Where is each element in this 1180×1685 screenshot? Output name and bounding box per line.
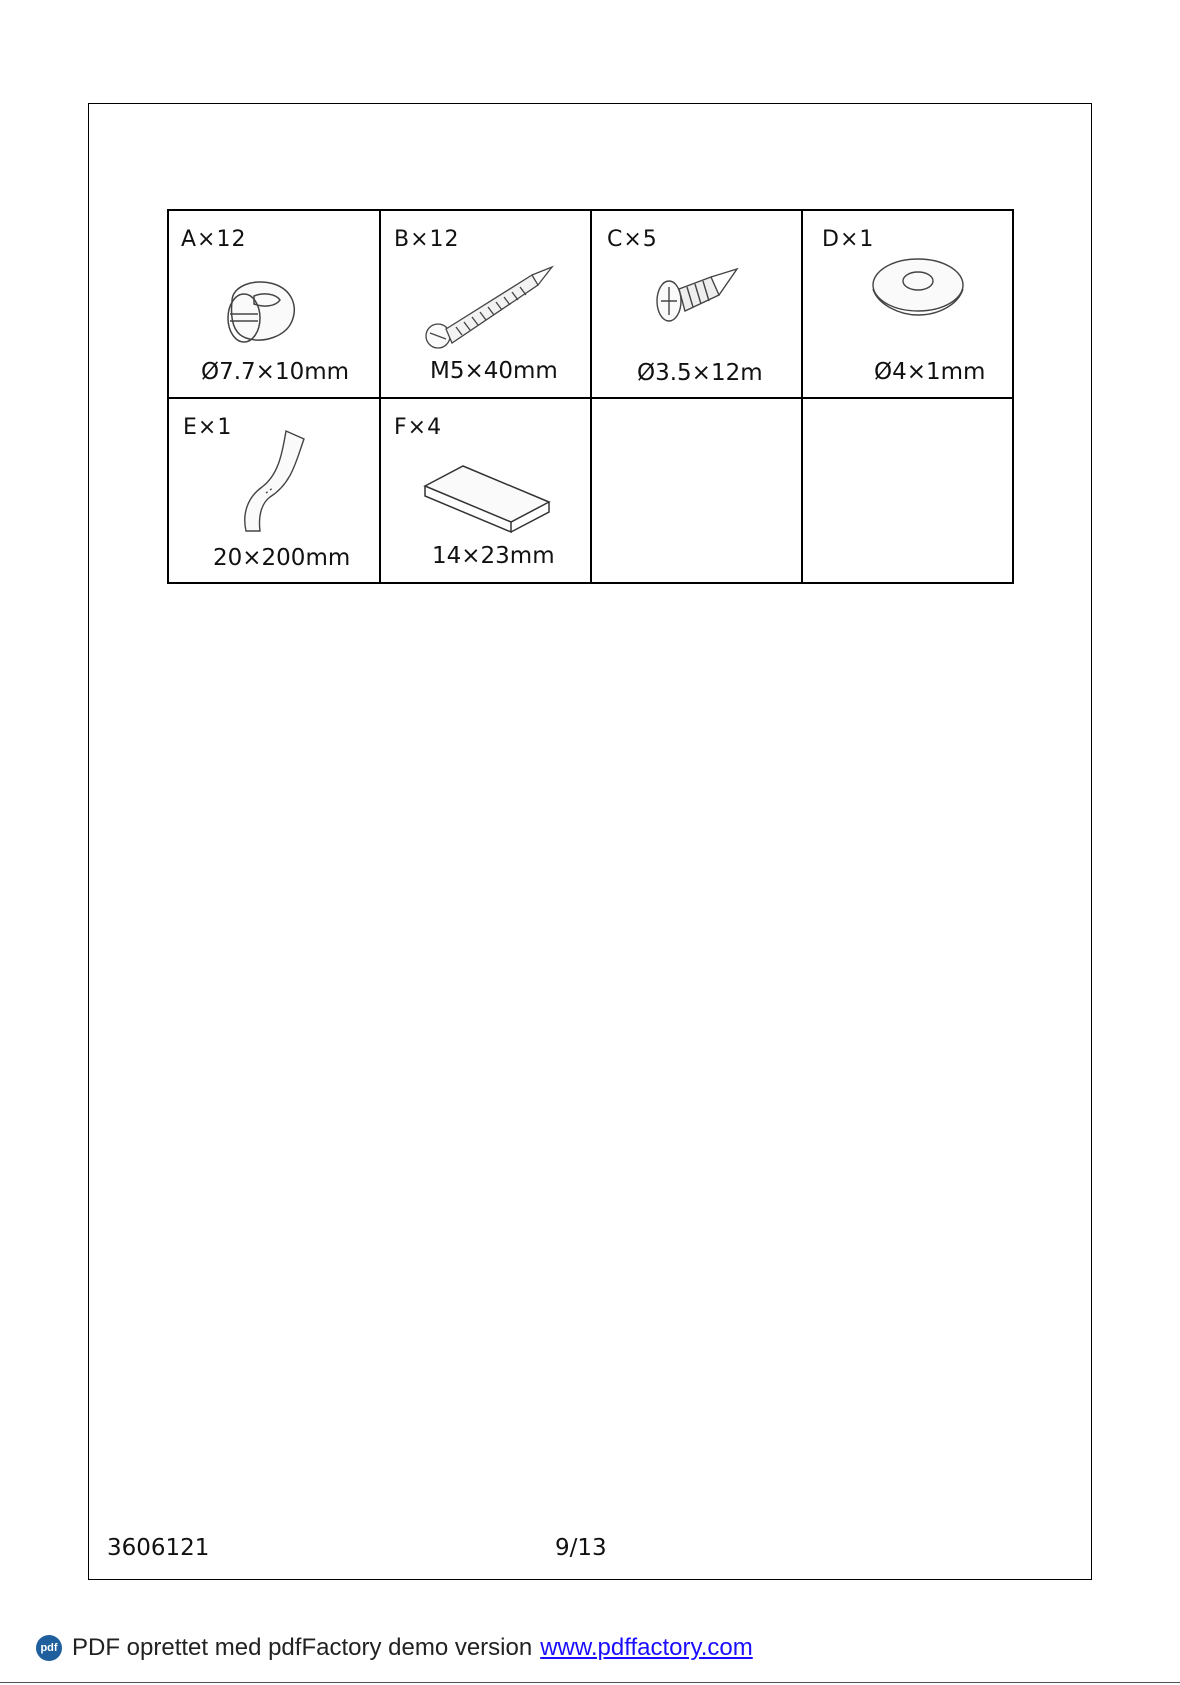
product-code: 3606121 bbox=[107, 1535, 210, 1561]
divider bbox=[0, 1682, 1180, 1683]
part-quantity: B×12 bbox=[394, 227, 460, 252]
part-dimension: Ø4×1mm bbox=[874, 359, 986, 385]
part-cell-b bbox=[380, 211, 590, 397]
part-dimension: 20×200mm bbox=[213, 545, 351, 571]
part-cell-f bbox=[380, 399, 590, 584]
part-dimension: Ø3.5×12m bbox=[637, 360, 763, 386]
part-quantity: D×1 bbox=[822, 227, 875, 252]
cam-nut-icon bbox=[214, 266, 304, 356]
watermark-text: PDF oprettet med pdfFactory demo version bbox=[72, 1634, 533, 1661]
page-number: 9/13 bbox=[555, 1535, 607, 1561]
washer-icon bbox=[870, 251, 966, 321]
part-quantity: E×1 bbox=[183, 415, 233, 440]
part-dimension: Ø7.7×10mm bbox=[201, 359, 350, 385]
pdffactory-link[interactable]: www.pdffactory.com bbox=[540, 1634, 753, 1661]
pdffactory-watermark bbox=[36, 1634, 753, 1662]
part-quantity: F×4 bbox=[394, 415, 443, 440]
part-dimension: 14×23mm bbox=[432, 543, 555, 569]
pdf-logo-icon: pdf bbox=[36, 1635, 62, 1661]
part-cell-e bbox=[169, 399, 379, 584]
part-quantity: A×12 bbox=[181, 227, 247, 252]
bolt-icon bbox=[420, 261, 560, 361]
screw-icon bbox=[649, 261, 749, 341]
parts-table bbox=[167, 209, 1014, 584]
pad-icon bbox=[423, 464, 553, 534]
part-cell-a bbox=[169, 211, 379, 397]
part-quantity: C×5 bbox=[607, 227, 658, 252]
part-cell-c bbox=[591, 211, 801, 397]
part-dimension: M5×40mm bbox=[430, 358, 558, 384]
strap-icon bbox=[234, 427, 324, 537]
part-cell-d bbox=[802, 211, 1014, 397]
